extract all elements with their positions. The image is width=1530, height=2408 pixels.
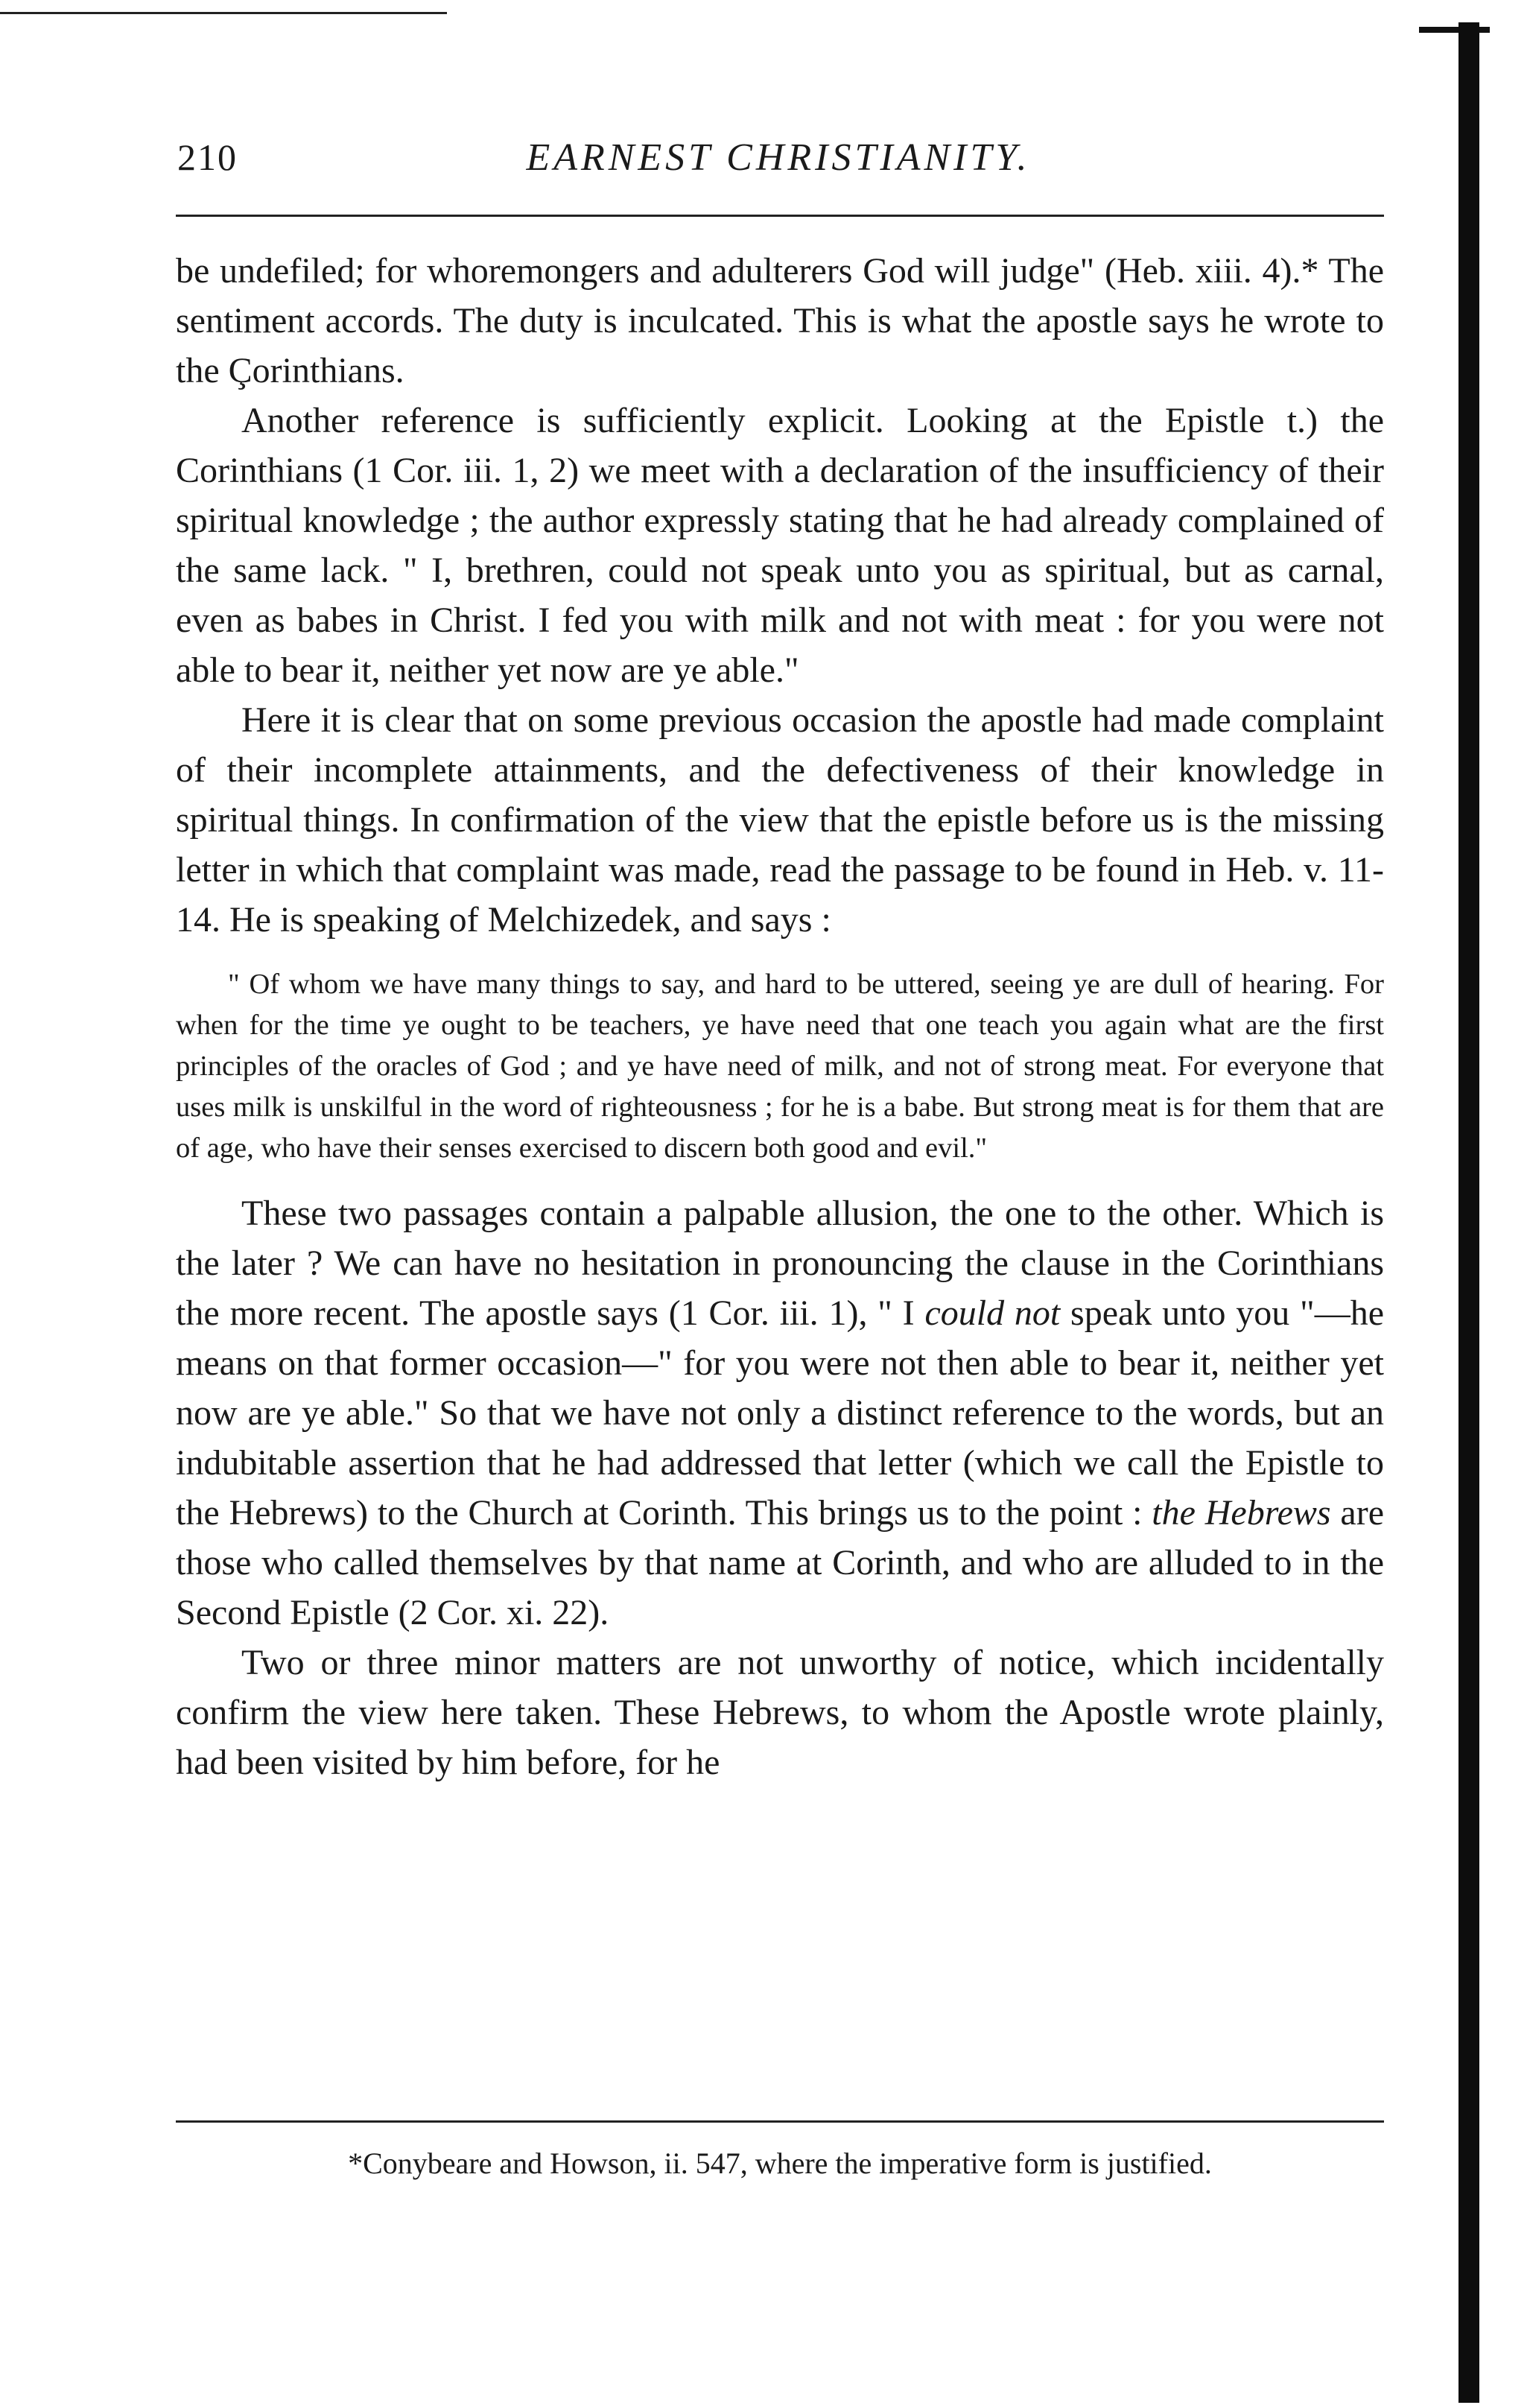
- page-number: 210: [177, 136, 238, 178]
- running-title: EARNEST CHRISTIANITY.: [526, 136, 1031, 179]
- paragraph-4-emphasis-1: could not: [924, 1293, 1061, 1333]
- paragraph-5: Two or three minor matters are not unworthy of notice, which incidentally confirm the view here taken. These Hebrews, to whom the Apostle wrote plainly, had been visited by him before, for he: [176, 1643, 1384, 1782]
- paragraph-4-part-a: These two passages contain a palpable allusion, the one to the other. Which is the later ? We can have no hesitation in pronouncing the clause in the Corinthians the more recent. The apostle says (1 Cor. iii. 1), " I: [176, 1194, 1384, 1333]
- paragraph-4-part-b: speak unto you "—he means on that former occasion—" for you were not then able to bear it, neither yet now are ye able." So that we have not only a distinct reference to the words, but an indubitable assertion that he had addressed that letter (which we call the Epistle to the Hebrews) to the Church at Corinth. This brings us to the point :: [176, 1293, 1384, 1533]
- block-quote: " Of whom we have many things to say, and hard to be uttered, seeing ye are dull of hearing. For when for the time ye ought to be teachers, ye have need that one teach you again what are the first principles of the oracles of God ; and ye have need of milk, and not of strong meat. For everyone that uses milk is unskilful in the word of righteousness ; for he is a babe. But strong meat is for them that are of age, who have their senses exercised to discern both good and evil.": [176, 969, 1384, 1164]
- paragraph-3: Here it is clear that on some previous occasion the apostle had made complaint of their incomplete attainments, and the defectiveness of their knowledge in spiritual things. In confirmation of the view that the epistle before us is the missing letter in which that complaint was made, read the passage to be found in Heb. v. 11-14. He is speaking of Melchizedek, and says :: [176, 700, 1384, 940]
- page-header: [171, 128, 1385, 195]
- paragraph-1: be undefiled; for whoremongers and adulterers God will judge" (Heb. xiii. 4).* The sentiment accords. The duty is inculcated. This is what the apostle says he wrote to the Çorinthians.: [176, 251, 1384, 390]
- paragraph-4: [176, 1188, 1384, 1638]
- paragraph-4-emphasis-2: the Hebrews: [1152, 1493, 1331, 1533]
- top-rule: [0, 12, 447, 14]
- paragraph-4-part-c: are those who called themselves by that name at Corinth, and who are alluded to in the Second Epistle (2 Cor. xi. 22).: [176, 1493, 1385, 1632]
- binding-edge: [1458, 22, 1479, 2403]
- footnote: *Conybeare and Howson, ii. 547, where the imperative form is justified.: [348, 2146, 1212, 2180]
- paragraph-2: Another reference is sufficiently explicit. Looking at the Epistle t.) the Corinthians (1 Cor. iii. 1, 2) we meet with a declaration of the insufficiency of their spiritual knowledge ; the author expressly stating that he had already complained of the same lack. " I, brethren, could not speak unto you as spiritual, but as carnal, even as babes in Christ. I fed you with milk and not with meat : for you were not able to bear it, neither yet now are ye able.": [176, 401, 1384, 690]
- body-text: [176, 246, 1384, 1787]
- header-rule: [176, 215, 1384, 217]
- footnote-rule: [176, 2120, 1384, 2123]
